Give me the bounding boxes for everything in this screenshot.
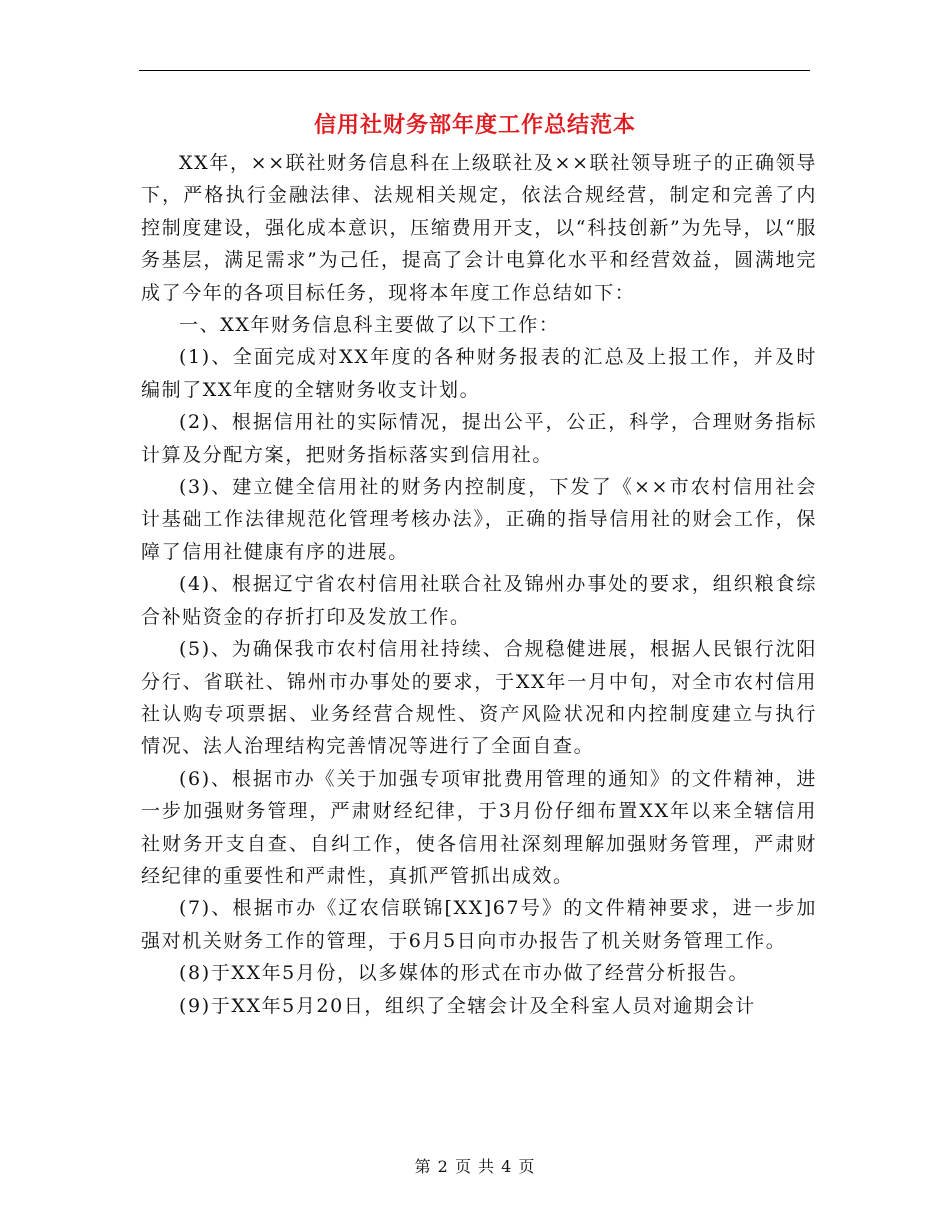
- list-item: (8)于XX年5月份，以多媒体的形式在市办做了经营分析报告。: [179, 962, 750, 985]
- list-item: (5)、为确保我市农村信用社持续、合规稳健进展，根据人民银行沈阳分行、省联社、锦州市办事处的要求，于XX年一月中旬，对全市农村信用社认购专项票据、业务经营合规性、资产风险状况和内控制度建立与执行情况、法人治理结构完善情况等进行了全面自查。: [141, 638, 817, 758]
- list-item: (2)、根据信用社的实际情况，提出公平，公正，科学，合理财务指标计算及分配方案，把财务指标落实到信用社。: [141, 411, 817, 466]
- list-item: (6)、根据市办《关于加强专项审批费用管理的通知》的文件精神，进一步加强财务管理，严肃财经纪律，于3月份仔细布置XX年以来全辖信用社财务开支自查、自纠工作，使各信用社深刻理解加强财务管理，严肃财经纪律的重要性和严肃性，真抓严管抓出成效。: [141, 767, 817, 887]
- paragraph-intro: XX年，××联社财务信息科在上级联社及××联社领导班子的正确领导下，严格执行金融法律、法规相关规定，依法合规经营，制定和完善了内控制度建设，强化成本意识，压缩费用开支，以“科技创新”为先导，以“服务基层，满足需求”为己任，提高了会计电算化水平和经营效益，圆满地完成了今年的各项目标任务，现将本年度工作总结如下：: [141, 152, 817, 304]
- list-item: (4)、根据辽宁省农村信用社联合社及锦州办事处的要求，组织粮食综合补贴资金的存折打印及发放工作。: [141, 573, 817, 628]
- section-heading: 一、XX年财务信息科主要做了以下工作：: [179, 314, 560, 337]
- list-item: (3)、建立健全信用社的财务内控制度，下发了《××市农村信用社会计基础工作法律规范化管理考核办法》，正确的指导信用社的财会工作，保障了信用社健康有序的进展。: [141, 476, 817, 563]
- document-body: [141, 147, 817, 1022]
- header-rule: [139, 70, 810, 71]
- list-item: (9)于XX年5月20日，组织了全辖会计及全科室人员对逾期会计: [179, 994, 756, 1017]
- list-item: (7)、根据市办《辽农信联锦[XX]67号》的文件精神要求，进一步加强对机关财务工作的管理，于6月5日向市办报告了机关财务管理工作。: [141, 897, 817, 952]
- page-number: 第 2 页 共 4 页: [414, 1157, 536, 1176]
- document-title: 信用社财务部年度工作总结范本: [313, 112, 636, 138]
- list-item: (1)、全面完成对XX年度的各种财务报表的汇总及上报工作，并及时编制了XX年度的全辖财务收支计划。: [141, 346, 817, 401]
